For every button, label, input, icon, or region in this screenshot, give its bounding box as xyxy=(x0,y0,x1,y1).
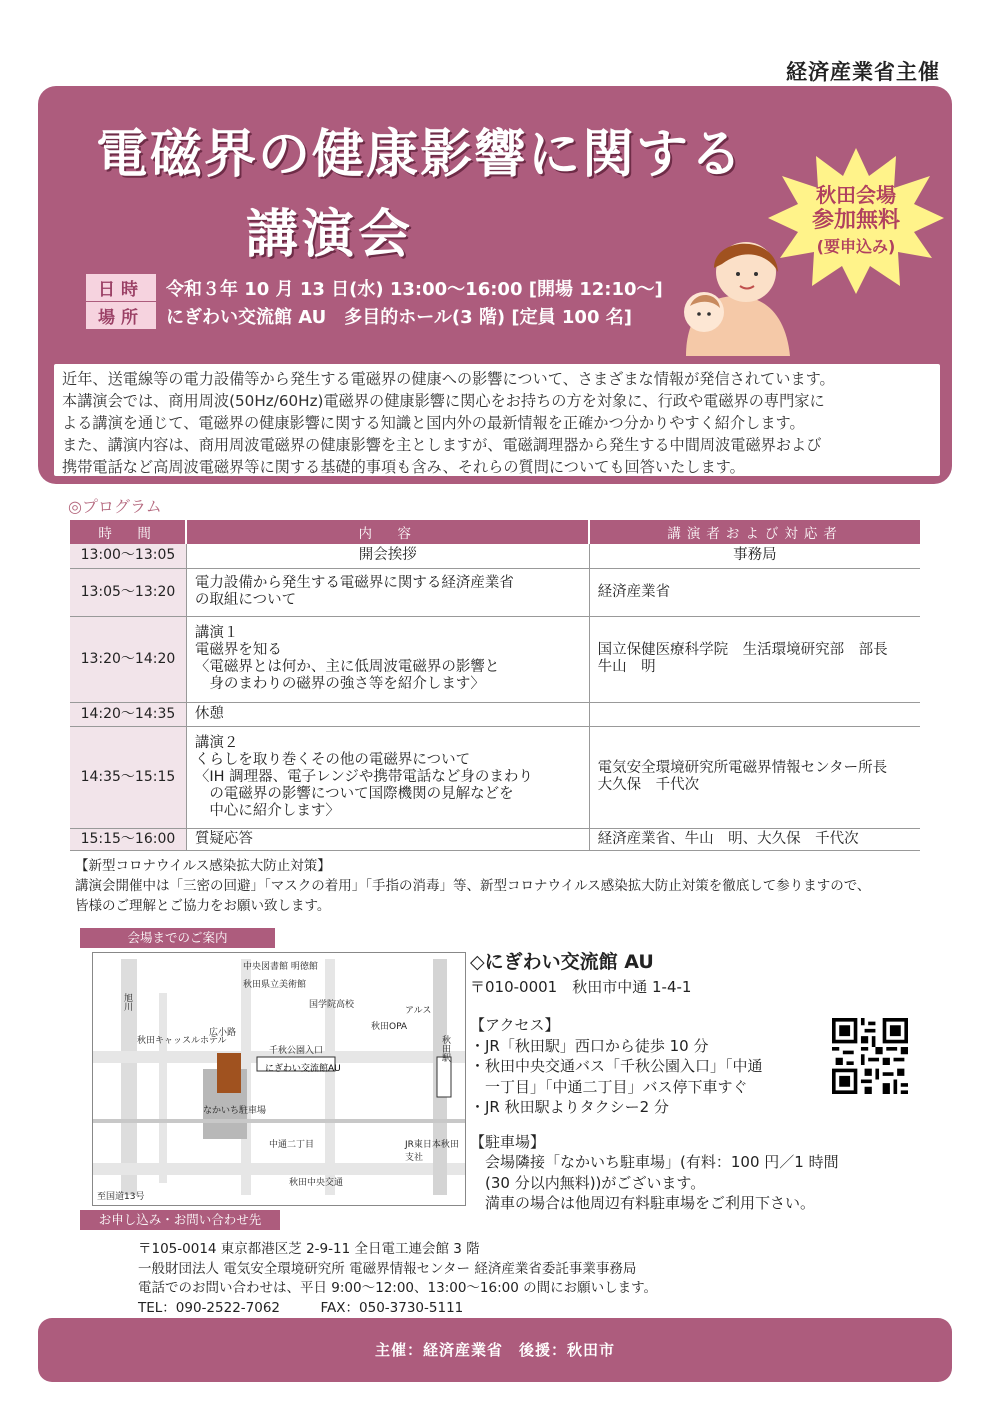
speaker-line: 経済産業省 xyxy=(597,583,671,600)
map-label: JR東日本秋田支社 xyxy=(405,1140,459,1163)
access-line: ・JR「秋田駅」西口から徒歩 10 分 xyxy=(470,1036,709,1055)
place-row xyxy=(86,302,632,329)
row-speaker xyxy=(589,568,920,616)
speaker-line: 国立保健医療科学院 生活環境研究部 部長 xyxy=(597,642,888,658)
intro-text-box xyxy=(52,362,942,478)
intro-line: 近年、送電線等の電力設備等から発生する電磁界の健康への影響について、さまざまな情報が発信されています。 xyxy=(62,370,835,388)
map-label: 国学院高校 xyxy=(309,1000,355,1010)
venue-address: 〒010-0001 秋田市中通 1-4-1 xyxy=(470,977,692,996)
map-label: 中央図書館 明徳館 xyxy=(243,962,318,972)
title-line-1: 電磁界の健康影響に関する xyxy=(95,125,744,185)
free-admission-badge xyxy=(766,146,946,296)
row-time: 13:20～14:20 xyxy=(70,616,186,702)
map-label: 秋田キャッスルホテル xyxy=(137,1036,227,1046)
speaker-line: 大久保 千代次 xyxy=(597,777,700,793)
table-row xyxy=(70,568,920,616)
access-line: 一丁目」「中通二丁目」バス停下車すぐ xyxy=(470,1077,748,1096)
row-content xyxy=(186,616,589,702)
datetime-label: 日時 xyxy=(86,274,156,301)
header-content: 内 容 xyxy=(186,520,589,544)
row-speaker xyxy=(589,726,920,828)
row-time: 13:05～13:20 xyxy=(70,568,186,616)
content-line: 〈IH 調理器、電子レンジや携帯電話など身のまわり xyxy=(194,768,533,785)
intro-line: 携帯電話など高周波電磁界等に関する基礎的事項も含み、それらの質問についても回答いたします。 xyxy=(62,458,745,476)
organizer-header: 経済産業省主催 xyxy=(786,60,940,84)
contact-line: TEL：090-2522-7062 FAX：050-3730-5111 xyxy=(138,1299,464,1316)
speaker-line: 電気安全環境研究所電磁界情報センター所長 xyxy=(597,760,888,776)
map-label: 旭川 xyxy=(122,993,132,1011)
venue-map xyxy=(92,952,466,1206)
intro-line: 本講演会では、商用周波(50Hz/60Hz)電磁界の健康影響に関心をお持ちの方を対象に、行政や電磁界の専門家に xyxy=(62,392,825,410)
row-speaker xyxy=(589,616,920,702)
program-heading: ◎プログラム xyxy=(68,497,162,516)
content-line: 休憩 xyxy=(194,705,224,722)
table-row xyxy=(70,616,920,702)
qr-code xyxy=(832,1018,908,1094)
row-time: 15:15～16:00 xyxy=(70,828,186,850)
datetime-row xyxy=(86,274,663,301)
contact-info xyxy=(138,1240,938,1318)
map-label: アルス xyxy=(405,1006,432,1016)
map-label: 中通二丁目 xyxy=(269,1140,315,1150)
map-label: 至国道13号 xyxy=(97,1192,145,1202)
covid-line: 講演会開催中は「三密の回避」「マスクの着用」「手指の消毒」等、新型コロナウイルス感染拡大防止対策を徹底して参りますので、 xyxy=(75,878,871,894)
map-label: 千秋公園入口 xyxy=(269,1046,324,1056)
row-content xyxy=(186,702,589,726)
header-speaker: 講演者および対応者 xyxy=(589,520,920,544)
row-speaker xyxy=(589,702,920,726)
datetime-value: 令和３年 10 月 13 日(水) 13:00～16:00 [開場 12:10～] xyxy=(166,278,663,300)
covid-title: 【新型コロナウイルス感染拡大防止対策】 xyxy=(75,858,331,874)
place-label: 場所 xyxy=(86,302,156,329)
footer-organizers: 主催：経済産業省 後援：秋田市 xyxy=(38,1318,952,1382)
row-content xyxy=(186,544,589,568)
map-label: 秋田OPA xyxy=(371,1022,408,1032)
table-header-row xyxy=(70,520,920,544)
content-line: 講演１ xyxy=(194,625,239,641)
header-time: 時 間 xyxy=(70,520,186,544)
content-line: 質疑応答 xyxy=(194,830,253,847)
contact-line: 一般財団法人 電気安全環境研究所 電磁界情報センター 経済産業省委託事業事務局 xyxy=(138,1260,637,1277)
badge-line-2: 参加無料 xyxy=(811,208,900,233)
content-line: の電磁界の影響について国際機関の見解などを xyxy=(194,785,514,802)
access-line: ・秋田中央交通バス「千秋公園入口」「中通 xyxy=(470,1057,763,1075)
place-value: にぎわい交流館 AU 多目的ホール(3 階) [定員 100 名] xyxy=(166,306,632,328)
map-label: 秋田県立美術館 xyxy=(243,980,307,990)
venue-guide-tab: 会場までのご案内 xyxy=(80,928,275,948)
map-label: 広小路 xyxy=(209,1028,237,1038)
map-label: にぎわい交流館AU xyxy=(265,1064,341,1074)
content-line: 講演２ xyxy=(194,734,239,751)
table-row xyxy=(70,828,920,850)
parking-line: 会場隣接「なかいち駐車場」(有料：100 円／1 時間 xyxy=(470,1153,839,1171)
covid-notice xyxy=(75,856,935,916)
speaker-line: 牛山 明 xyxy=(597,659,656,675)
parking-title: 【駐車場】 xyxy=(470,1132,546,1151)
badge-line-3: (要申込み) xyxy=(816,237,896,256)
contact-line: 電話でのお問い合わせは、平日 9:00～12:00、13:00～16:00 の間にお願いします。 xyxy=(138,1280,658,1296)
badge-line-1: 秋田会場 xyxy=(816,183,896,207)
access-title: 【アクセス】 xyxy=(470,1016,560,1034)
intro-line: また、講演内容は、商用周波電磁界の健康影響を主としますが、電磁調理器から発生する中間周波電磁界および xyxy=(62,436,822,454)
content-line: くらしを取り巻くその他の電磁界について xyxy=(194,751,471,768)
content-line: 身のまわりの磁界の強さ等を紹介します〉 xyxy=(194,676,485,692)
contact-tab: お申し込み・お問い合わせ先 xyxy=(80,1210,280,1230)
program-table xyxy=(70,520,920,851)
content-line: 開会挨拶 xyxy=(358,547,417,564)
content-line: 〈電磁界とは何か、主に低周波電磁界の影響と xyxy=(194,659,500,675)
contact-line: 〒105-0014 東京都港区芝 2-9-11 全日電工連会館 3 階 xyxy=(138,1241,480,1257)
map-label: なかいち駐車場 xyxy=(203,1106,267,1116)
map-label: 秋田駅 xyxy=(440,1035,450,1062)
covid-line: 皆様のご理解とご協力をお願い致します。 xyxy=(75,898,331,914)
content-line: の取組について xyxy=(194,592,297,608)
table-row xyxy=(70,702,920,726)
row-time: 13:00～13:05 xyxy=(70,544,186,568)
content-line: 中心に紹介します〉 xyxy=(194,802,340,819)
table-row xyxy=(70,544,920,568)
row-content xyxy=(186,726,589,828)
map-label: 秋田中央交通 xyxy=(289,1178,344,1188)
table-row xyxy=(70,726,920,828)
content-line: 電磁界を知る xyxy=(194,642,282,658)
parking-line: (30 分以内無料))がございます。 xyxy=(470,1173,706,1192)
speaker-line: 経済産業省、牛山 明、大久保 千代次 xyxy=(597,830,859,847)
intro-line: よる講演を通じて、電磁界の健康影響に関する知識と国内外の最新情報を正確かつ分かりやすく紹介します。 xyxy=(62,414,805,432)
row-content xyxy=(186,828,589,850)
speaker-line: 事務局 xyxy=(733,547,777,564)
row-time: 14:20～14:35 xyxy=(70,702,186,726)
row-speaker xyxy=(589,828,920,850)
row-content xyxy=(186,568,589,616)
row-time: 14:35～15:15 xyxy=(70,726,186,828)
parking-line: 満車の場合は他周辺有料駐車場をご利用下さい。 xyxy=(470,1194,816,1212)
venue-name: ◇にぎわい交流館 AU xyxy=(470,951,654,973)
content-line: 電力設備から発生する電磁界に関する経済産業省 xyxy=(194,575,514,591)
row-speaker xyxy=(589,544,920,568)
title-line-2: 講演会 xyxy=(245,205,414,265)
access-line: ・JR 秋田駅よりタクシー2 分 xyxy=(470,1098,669,1116)
